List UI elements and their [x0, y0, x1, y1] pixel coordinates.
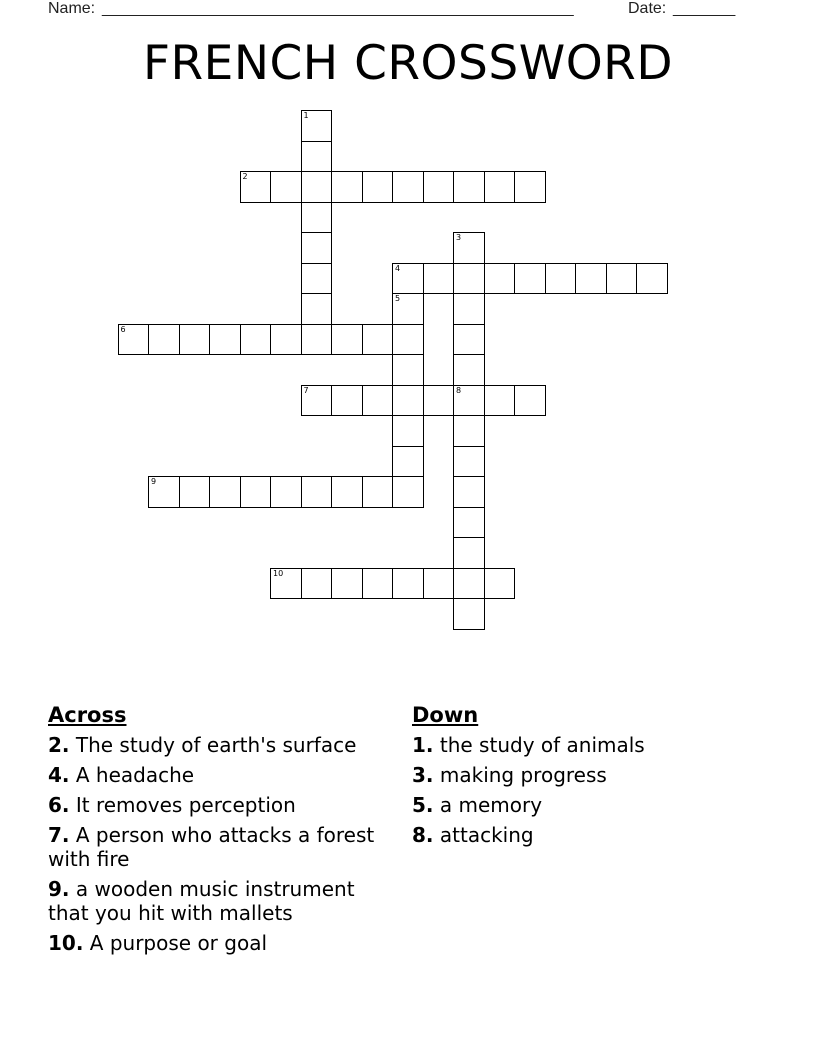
crossword-cell[interactable] [179, 476, 211, 508]
crossword-cell[interactable] [331, 476, 363, 508]
crossword-cell[interactable] [453, 476, 485, 508]
crossword-cell[interactable] [453, 293, 485, 325]
crossword-cell[interactable] [453, 415, 485, 447]
crossword-cell[interactable] [453, 171, 485, 203]
page-title: FRENCH CROSSWORD [142, 36, 674, 91]
crossword-cell[interactable] [514, 171, 546, 203]
clue-text: A headache [75, 763, 195, 787]
crossword-cell[interactable] [240, 171, 272, 203]
crossword-cell[interactable] [453, 354, 485, 386]
crossword-cell[interactable] [453, 537, 485, 569]
crossword-cell[interactable] [392, 171, 424, 203]
crossword-cell[interactable] [392, 324, 424, 356]
clue-text: making progress [439, 763, 607, 787]
clue-number-label: 9 [151, 477, 157, 486]
clue-number-label: 6 [120, 324, 126, 334]
clue-text: A purpose or goal [89, 931, 268, 955]
crossword-cell[interactable] [392, 385, 424, 417]
crossword-cell[interactable] [392, 415, 424, 447]
down-heading: Down [412, 703, 479, 727]
crossword-cell[interactable] [362, 171, 394, 203]
clue-number-label: 1 [303, 111, 309, 120]
date-field[interactable]: _______ [673, 0, 736, 17]
across-heading: Across [48, 703, 127, 727]
crossword-cell[interactable] [362, 385, 394, 417]
name-field[interactable]: _____________________________________________________ [102, 0, 574, 17]
crossword-cell[interactable] [392, 354, 424, 386]
clue-text: It removes perception [75, 793, 296, 817]
crossword-cell[interactable] [148, 476, 180, 508]
crossword-cell[interactable] [179, 324, 211, 356]
crossword-cell[interactable] [331, 568, 363, 600]
crossword-cell[interactable] [514, 385, 546, 417]
crossword-cell[interactable] [392, 263, 424, 295]
crossword-cell[interactable] [453, 232, 485, 264]
crossword-cell[interactable] [240, 476, 272, 508]
crossword-cell[interactable] [484, 171, 516, 203]
clue-item [412, 823, 757, 847]
crossword-cell[interactable] [606, 263, 638, 295]
clue-text: The study of earth's surface [75, 733, 357, 757]
clue-item [48, 733, 393, 757]
crossword-cell[interactable] [484, 568, 516, 600]
crossword-cell[interactable] [301, 568, 333, 600]
crossword-cell[interactable] [301, 232, 333, 264]
clue-number-label: 8 [456, 385, 462, 395]
crossword-cell[interactable] [362, 324, 394, 356]
clue-number-label: 3 [456, 233, 462, 242]
clue-item [48, 931, 393, 955]
clue-item [412, 763, 757, 787]
clue-item [48, 793, 393, 817]
crossword-cell[interactable] [301, 476, 333, 508]
crossword-cell[interactable] [545, 263, 577, 295]
clue-text: a wooden music instrument that you hit with mallets [48, 877, 355, 925]
clue-number: 2. [48, 733, 70, 757]
clue-number: 6. [48, 793, 70, 817]
across-clues [48, 702, 393, 961]
crossword-cell[interactable] [209, 476, 241, 508]
crossword-cell[interactable] [270, 476, 302, 508]
crossword-cell[interactable] [514, 263, 546, 295]
crossword-cell[interactable] [270, 568, 302, 600]
clue-item [48, 823, 393, 871]
crossword-cell[interactable] [423, 385, 455, 417]
crossword-cell[interactable] [240, 324, 272, 356]
clue-number: 10. [48, 931, 84, 955]
crossword-cell[interactable] [301, 293, 333, 325]
clue-number: 4. [48, 763, 70, 787]
clue-text: A person who attacks a forest with fire [48, 823, 375, 871]
crossword-cell[interactable] [301, 202, 333, 234]
crossword-cell[interactable] [301, 385, 333, 417]
crossword-cell[interactable] [148, 324, 180, 356]
crossword-cell[interactable] [362, 476, 394, 508]
crossword-cell[interactable] [453, 568, 485, 600]
clue-number-label: 4 [395, 263, 401, 273]
crossword-cell[interactable] [392, 293, 424, 325]
clue-number: 7. [48, 823, 70, 847]
crossword-cell[interactable] [301, 171, 333, 203]
crossword-cell[interactable] [423, 263, 455, 295]
crossword-cell[interactable] [331, 324, 363, 356]
crossword-cell[interactable] [453, 446, 485, 478]
clue-text: a memory [439, 793, 543, 817]
crossword-cell[interactable] [453, 263, 485, 295]
clue-number: 9. [48, 877, 70, 901]
crossword-cell[interactable] [453, 324, 485, 356]
crossword-cell[interactable] [331, 171, 363, 203]
crossword-cell[interactable] [453, 385, 485, 417]
clue-text: attacking [439, 823, 534, 847]
date-label: Date: [628, 0, 667, 17]
clue-item [48, 877, 393, 925]
crossword-cell[interactable] [392, 568, 424, 600]
clue-number-label: 7 [303, 385, 309, 395]
clue-number-label: 2 [242, 172, 248, 181]
crossword-cell[interactable] [392, 476, 424, 508]
clue-item [412, 793, 757, 817]
crossword-cell[interactable] [301, 263, 333, 295]
clue-number: 1. [412, 733, 434, 757]
clue-number: 8. [412, 823, 434, 847]
crossword-cell[interactable] [118, 324, 150, 356]
crossword-cell[interactable] [484, 263, 516, 295]
crossword-cell[interactable] [423, 568, 455, 600]
crossword-cell[interactable] [362, 568, 394, 600]
crossword-cell[interactable] [484, 385, 516, 417]
crossword-cell[interactable] [453, 507, 485, 539]
clue-number: 5. [412, 793, 434, 817]
clue-item [412, 733, 757, 757]
name-label: Name: [48, 0, 96, 17]
crossword-cell[interactable] [270, 324, 302, 356]
down-clues [412, 702, 757, 853]
clue-number: 3. [412, 763, 434, 787]
crossword-cell[interactable] [209, 324, 241, 356]
crossword-cell[interactable] [392, 446, 424, 478]
clue-item [48, 763, 393, 787]
crossword-cell[interactable] [301, 110, 333, 142]
crossword-cell[interactable] [636, 263, 668, 295]
crossword-cell[interactable] [423, 171, 455, 203]
crossword-cell[interactable] [301, 324, 333, 356]
crossword-cell[interactable] [575, 263, 607, 295]
crossword-cell[interactable] [331, 385, 363, 417]
crossword-cell[interactable] [270, 171, 302, 203]
clue-number-label: 10 [273, 568, 284, 578]
crossword-cell[interactable] [301, 141, 333, 173]
clue-text: the study of animals [439, 733, 645, 757]
clue-number-label: 5 [395, 294, 401, 303]
crossword-cell[interactable] [453, 598, 485, 630]
